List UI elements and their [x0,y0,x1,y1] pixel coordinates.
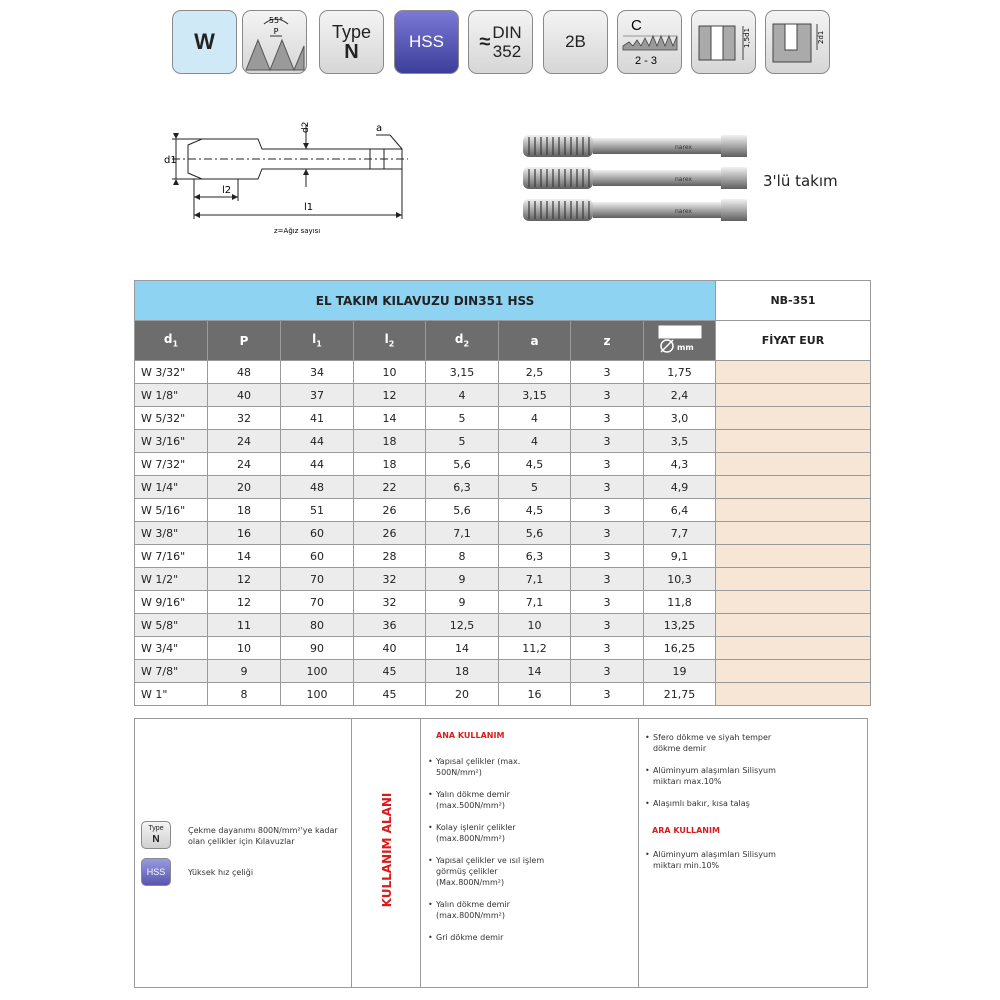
table-cell: 5 [499,476,571,499]
table-cell: 4 [426,384,499,407]
table-cell: 4,5 [499,499,571,522]
table-cell: 1,75 [644,361,716,384]
hss-tile [394,10,459,74]
usage-item: • Kolay işlenir çelikler (max.800N/mm²) [428,822,558,844]
table-row [135,522,871,545]
size-cell: W 1/8" [135,384,208,407]
price-cell[interactable] [716,384,871,407]
table-cell: 44 [281,453,354,476]
table-cell: 24 [208,453,281,476]
table-cell: 2,5 [499,361,571,384]
table-cell: 44 [281,430,354,453]
header-subscript: 2 [463,339,470,349]
main-usage-list [428,756,558,954]
table-cell: 4,5 [499,453,571,476]
table-cell: 3,15 [499,384,571,407]
size-cell: W 3/8" [135,522,208,545]
svg-text:l2: l2 [222,185,232,196]
table-cell: 11,2 [499,637,571,660]
usage-item: • Alüminyum alaşımları Silisyum miktarı min.10% [645,849,785,871]
col-header-d2 [426,321,499,361]
header-subscript: 1 [316,339,322,349]
size-cell: W 1/4" [135,476,208,499]
header-subscript: 1 [172,339,179,349]
secondary-usage-list [645,849,785,882]
tap-dimension-drawing [158,115,418,240]
svg-text:narex: narex [675,144,692,151]
price-cell[interactable] [716,430,871,453]
table-cell: 20 [208,476,281,499]
svg-text:d2: d2 [301,121,311,133]
table-cell: 36 [354,614,426,637]
size-cell: W 1/2" [135,568,208,591]
table-cell: 20 [426,683,499,706]
price-cell[interactable] [716,683,871,706]
thread-profile-icon [242,10,307,74]
table-cell: 3 [571,568,644,591]
table-cell: 4 [499,430,571,453]
table-cell: 7,1 [426,522,499,545]
size-cell: W 1" [135,683,208,706]
table-row [135,361,871,384]
table-cell: 4,9 [644,476,716,499]
svg-text:d1: d1 [164,155,177,166]
price-cell[interactable] [716,453,871,476]
table-cell: 11 [208,614,281,637]
header-symbol: l [312,332,317,347]
table-cell: 18 [354,453,426,476]
din-tile [468,10,533,74]
table-row [135,683,871,706]
type-n-description: Çekme dayanımı 800N/mm²'ye kadar olan çelikler için Kılavuzlar [188,826,338,846]
table-cell: 9,1 [644,545,716,568]
table-row [135,591,871,614]
table-cell: 12,5 [426,614,499,637]
table-cell: 16 [208,522,281,545]
table-cell: 90 [281,637,354,660]
table-cell: 21,75 [644,683,716,706]
table-cell: 9 [426,591,499,614]
table-row [135,453,871,476]
table-cell: 3 [571,522,644,545]
price-cell[interactable] [716,614,871,637]
table-cell: 3,0 [644,407,716,430]
table-cell: 5 [426,430,499,453]
thread-w-label: W [194,29,215,54]
table-cell: 14 [354,407,426,430]
table-cell: 3 [571,637,644,660]
size-cell: W 5/16" [135,499,208,522]
table-row [135,637,871,660]
price-cell[interactable] [716,476,871,499]
through-hole-icon [691,10,756,74]
usage-item: • Yapısal çelikler (max. 500N/mm²) [428,756,558,778]
svg-text:narex: narex [675,208,692,215]
table-cell: 6,3 [499,545,571,568]
tolerance-class-label: 2B [565,32,586,51]
table-cell: 100 [281,660,354,683]
tap-1 [523,135,747,157]
table-cell: 45 [354,683,426,706]
table-cell: 3 [571,430,644,453]
col-header-drill [644,321,716,361]
size-cell: W 7/8" [135,660,208,683]
table-cell: 3 [571,453,644,476]
svg-text:C: C [630,17,642,34]
col-header-d1 [135,321,208,361]
size-cell: W 3/4" [135,637,208,660]
drill-diameter-icon [655,324,705,354]
table-cell: 4 [499,407,571,430]
price-cell[interactable] [716,568,871,591]
header-symbol: d [163,332,173,347]
table-cell: 28 [354,545,426,568]
din-number: 352 [492,42,522,61]
hss-label: HSS [409,32,444,51]
size-cell: W 7/16" [135,545,208,568]
table-row [135,614,871,637]
table-cell: 32 [354,568,426,591]
hss-description: Yüksek hız çeliği [188,868,254,877]
table-cell: 18 [208,499,281,522]
price-cell[interactable] [716,361,871,384]
table-cell: 7,1 [499,568,571,591]
col-header-z: z [571,321,644,361]
table-cell: 60 [281,545,354,568]
usage-item: • Alaşımlı bakır, kısa talaş [645,798,785,809]
price-cell[interactable] [716,545,871,568]
table-cell: 3,15 [426,361,499,384]
table-cell: 45 [354,660,426,683]
table-cell: 18 [426,660,499,683]
table-cell: 13,25 [644,614,716,637]
table-cell: 26 [354,522,426,545]
table-cell: 48 [281,476,354,499]
size-cell: W 9/16" [135,591,208,614]
table-cell: 5 [426,407,499,430]
table-cell: 3 [571,683,644,706]
type-n-badge: Type N [141,821,171,849]
header-subscript: 2 [388,339,395,349]
table-cell: 5,6 [499,522,571,545]
table-cell: 10 [208,637,281,660]
table-cell: 3 [571,476,644,499]
svg-text:z=Ağız sayısı: z=Ağız sayısı [274,227,321,235]
table-cell: 7,7 [644,522,716,545]
tolerance-class-tile [543,10,608,74]
table-cell: 40 [354,637,426,660]
table-cell: 3 [571,614,644,637]
type-value: N [344,41,359,63]
table-row [135,384,871,407]
table-cell: 48 [208,361,281,384]
type-n-tile [319,10,384,74]
table-row [135,660,871,683]
table-cell: 19 [644,660,716,683]
table-cell: 3 [571,499,644,522]
thread-w-tile [172,10,237,74]
header-symbol: d [454,332,464,347]
chamfer-icon [617,10,682,74]
table-cell: 3 [571,407,644,430]
blind-hole-icon [765,10,830,74]
table-cell: 12 [208,568,281,591]
table-cell: 11,8 [644,591,716,614]
table-cell: 3,5 [644,430,716,453]
table-cell: 60 [281,522,354,545]
hss-badge: HSS [141,858,171,886]
table-cell: 32 [354,591,426,614]
table-row [135,407,871,430]
col-header-l1 [281,321,354,361]
table-cell: 9 [208,660,281,683]
table-cell: 41 [281,407,354,430]
usage-item: • Gri dökme demir [428,932,558,943]
table-cell: 22 [354,476,426,499]
col-header-p: P [208,321,281,361]
table-cell: 37 [281,384,354,407]
svg-text:2 - 3: 2 - 3 [634,55,657,67]
table-row [135,430,871,453]
table-cell: 10 [354,361,426,384]
table-cell: 9 [426,568,499,591]
price-cell[interactable] [716,591,871,614]
svg-text:a: a [376,123,383,134]
table-cell: 2,4 [644,384,716,407]
table-cell: 80 [281,614,354,637]
table-cell: 10 [499,614,571,637]
table-cell: 70 [281,568,354,591]
col-header-a: a [499,321,571,361]
svg-text:mm: mm [676,343,694,352]
size-cell: W 3/16" [135,430,208,453]
table-row [135,568,871,591]
usage-item: • Yapısal çelikler ve ısıl işlem görmüş çelikler (Max.800N/mm²) [428,855,558,888]
usage-item: • Sfero dökme ve siyah temper dökme demir [645,732,785,754]
table-cell: 6,3 [426,476,499,499]
set-label: 3'lü takım [763,172,838,190]
table-cell: 12 [354,384,426,407]
size-cell: W 7/32" [135,453,208,476]
price-cell[interactable] [716,499,871,522]
tap-set-photo [515,125,755,230]
table-cell: 5,6 [426,453,499,476]
table-cell: 14 [208,545,281,568]
product-code: NB-351 [716,281,871,321]
table-cell: 3 [571,660,644,683]
secondary-usage-title: ARA KULLANIM [652,826,720,835]
table-cell: 70 [281,591,354,614]
table-cell: 16 [499,683,571,706]
table-cell: 26 [354,499,426,522]
size-cell: W 5/8" [135,614,208,637]
table-cell: 32 [208,407,281,430]
extra-usage-list [645,732,785,820]
main-usage-title: ANA KULLANIM [436,731,505,740]
table-row [135,545,871,568]
table-row [135,476,871,499]
table-cell: 24 [208,430,281,453]
price-cell[interactable] [716,407,871,430]
table-cell: 3 [571,384,644,407]
svg-text:2d1: 2d1 [816,30,825,44]
header-symbol: l [384,332,389,347]
table-title: EL TAKIM KILAVUZU DIN351 HSS [135,281,716,321]
price-cell[interactable] [716,660,871,683]
table-cell: 8 [426,545,499,568]
table-row [135,499,871,522]
usage-area-title: KULLANIM ALANI [380,792,394,908]
tap-spec-table [134,280,871,706]
svg-text:l1: l1 [304,202,314,213]
table-cell: 3 [571,545,644,568]
usage-item: • Yalın dökme demir (max.500N/mm²) [428,789,558,811]
svg-text:1,5d1: 1,5d1 [742,27,751,48]
size-cell: W 5/32" [135,407,208,430]
svg-text:P: P [273,27,278,36]
table-cell: 3 [571,361,644,384]
table-cell: 14 [426,637,499,660]
table-cell: 14 [499,660,571,683]
table-cell: 51 [281,499,354,522]
col-header-l2 [354,321,426,361]
table-cell: 7,1 [499,591,571,614]
table-cell: 40 [208,384,281,407]
table-cell: 18 [354,430,426,453]
table-cell: 5,6 [426,499,499,522]
svg-text:55°: 55° [268,16,283,25]
table-cell: 8 [208,683,281,706]
table-cell: 10,3 [644,568,716,591]
approx-sign: ≈ [479,30,491,53]
table-cell: 3 [571,591,644,614]
table-cell: 100 [281,683,354,706]
tap-2 [523,167,747,189]
price-cell[interactable] [716,522,871,545]
table-cell: 34 [281,361,354,384]
usage-item: • Alüminyum alaşımları Silisyum miktarı max.10% [645,765,785,787]
col-header-price: FİYAT EUR [716,321,871,361]
tap-3 [523,199,747,221]
type-label: Type [331,22,372,42]
table-cell: 16,25 [644,637,716,660]
table-cell: 4,3 [644,453,716,476]
price-cell[interactable] [716,637,871,660]
table-cell: 12 [208,591,281,614]
svg-text:narex: narex [675,176,692,183]
usage-item: • Yalın dökme demir (max.800N/mm²) [428,899,558,921]
din-label: DIN [492,23,522,42]
size-cell: W 3/32" [135,361,208,384]
table-cell: 6,4 [644,499,716,522]
